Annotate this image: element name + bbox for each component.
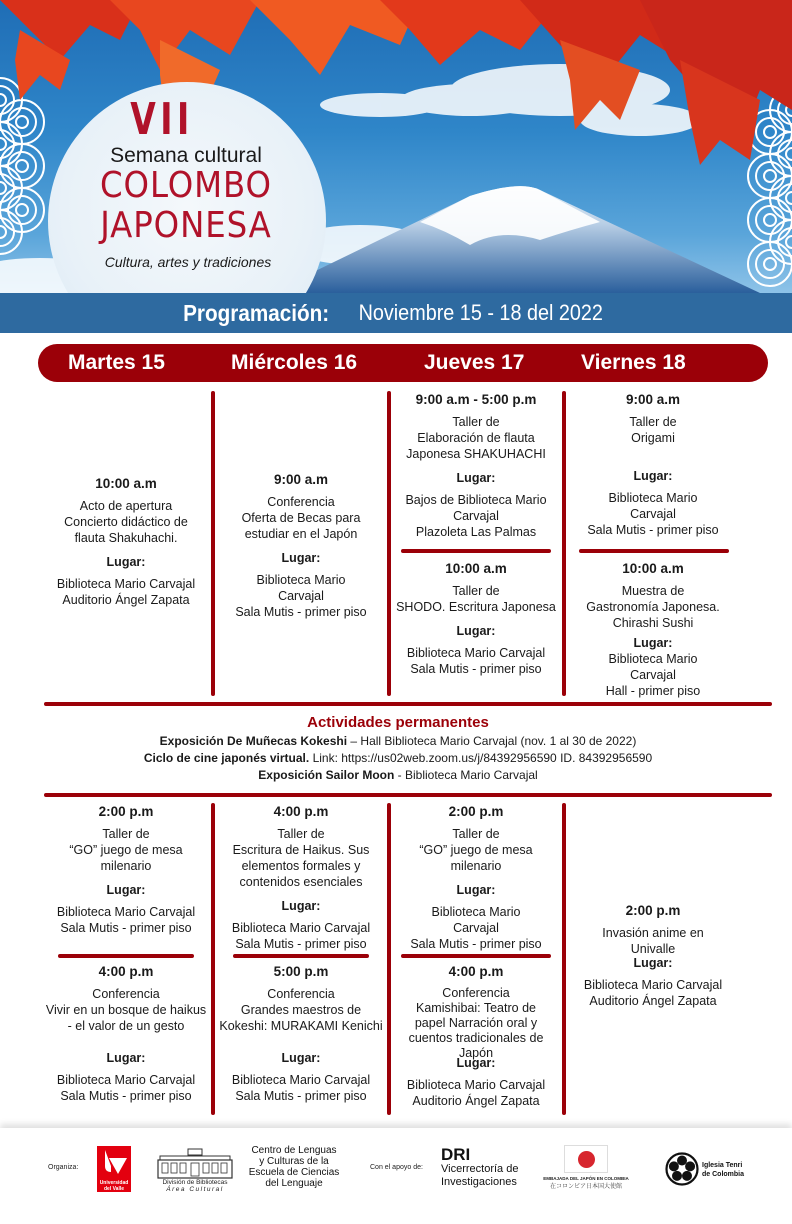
day-jueves: Jueves 17 <box>424 351 525 374</box>
event-desc-line: milenario <box>100 859 152 873</box>
permanent-item-title: Ciclo de cine japonés virtual. <box>143 751 310 765</box>
event-desc-line: Univalle <box>630 942 676 956</box>
lugar-label: Lugar: <box>456 883 496 897</box>
event-desc-line: Escritura de Haikus. Sus <box>232 843 370 857</box>
event-location-line: Sala Mutis - primer piso <box>410 937 542 951</box>
program-dates: Noviembre 15 - 18 del 2022 <box>358 300 604 325</box>
event-jueves-1 <box>393 392 559 540</box>
event-desc-line: - el valor de un gesto <box>67 1019 185 1033</box>
event-location-line: Biblioteca Mario <box>431 905 521 919</box>
event-tagline: Cultura, artes y tradiciones <box>104 254 272 270</box>
event-desc-line: estudiar en el Japón <box>244 527 358 541</box>
event-desc-line: Taller de <box>629 415 677 429</box>
event-location-line: Bajos de Biblioteca Mario <box>405 493 547 507</box>
event-location-line: Biblioteca Mario <box>608 491 698 505</box>
event-viernes-2 <box>568 561 738 699</box>
event-desc-line: contenidos esenciales <box>239 875 363 889</box>
univalle-text: del Valle <box>103 1186 124 1192</box>
permanent-item-detail: - Biblioteca Mario Carvajal <box>394 768 538 782</box>
bibliotecas-text: División de Bibliotecas <box>162 1179 228 1186</box>
event-location-line: Biblioteca Mario Carvajal <box>56 1073 196 1087</box>
event-location-line: Auditorio Ángel Zapata <box>412 1094 540 1108</box>
event-time: 9:00 a.m <box>273 472 329 487</box>
wave-pattern-left <box>0 78 44 254</box>
event-location-line: Biblioteca Mario Carvajal <box>231 921 371 935</box>
lugar-label: Lugar: <box>456 471 496 485</box>
lugar-label: Lugar: <box>633 636 673 650</box>
event-location-line: Carvajal <box>630 668 676 682</box>
section-divider <box>44 793 772 797</box>
event-martes-2 <box>44 804 208 936</box>
event-location-line: Carvajal <box>453 921 499 935</box>
event-location-line: Sala Mutis - primer piso <box>60 921 192 935</box>
days-header <box>38 344 768 382</box>
event-location-line: Sala Mutis - primer piso <box>410 662 542 676</box>
permanent-activities <box>40 714 756 784</box>
event-desc-line: Kokeshi: MURAKAMI Kenichi <box>219 1019 383 1033</box>
program-label: Programación: <box>183 299 330 326</box>
event-jueves-2 <box>393 561 559 677</box>
event-martes-1 <box>44 476 208 608</box>
event-location-line: Biblioteca Mario <box>608 652 698 666</box>
tenri-text <box>702 1161 744 1179</box>
event-time: 10:00 a.m <box>445 561 507 576</box>
event-time: 4:00 p.m <box>448 964 504 979</box>
event-time: 9:00 a.m <box>625 392 681 407</box>
event-location-line: Plazoleta Las Palmas <box>415 525 537 539</box>
event-divider <box>401 954 551 958</box>
event-time: 2:00 p.m <box>625 903 681 918</box>
event-divider <box>579 549 729 553</box>
event-desc-line: Acto de apertura <box>79 499 173 513</box>
embajada-japon-logo <box>534 1145 638 1190</box>
organiza-label: Organiza: <box>48 1164 79 1171</box>
event-time: 10:00 a.m <box>95 476 157 491</box>
event-desc-line: flauta Shakuhachi. <box>74 531 178 545</box>
lugar-label: Lugar: <box>281 899 321 913</box>
event-desc-line: Vivir en un bosque de haikus <box>45 1003 207 1017</box>
event-desc-line: Chirashi Sushi <box>612 616 694 630</box>
embajada-text: EMBAJADA DEL JAPÓN EN COLOMBIA <box>543 1176 629 1181</box>
event-desc-line: Origami <box>631 431 675 445</box>
event-desc-line: milenario <box>450 859 502 873</box>
event-desc-line: Elaboración de flauta <box>417 431 535 445</box>
column-divider <box>387 391 391 696</box>
centro-text: Centro de Lenguas <box>251 1145 337 1156</box>
centro-text: y Culturas de la <box>259 1156 329 1167</box>
event-location-line: Biblioteca Mario Carvajal <box>406 646 546 660</box>
event-location-line: Sala Mutis - primer piso <box>235 937 367 951</box>
event-location-line: Biblioteca Mario Carvajal <box>56 905 196 919</box>
event-location-line: Auditorio Ángel Zapata <box>589 994 717 1008</box>
event-jueves-3 <box>393 804 559 952</box>
column-divider <box>211 803 215 1115</box>
event-location-line: Biblioteca Mario Carvajal <box>231 1073 371 1087</box>
permanent-item-detail: – Hall Biblioteca Mario Carvajal (nov. 1 al 30 de 2022) <box>347 734 637 748</box>
dri-text: DRI <box>441 1145 471 1164</box>
event-location-line: Auditorio Ángel Zapata <box>62 593 190 607</box>
event-desc-line: Oferta de Becas para <box>241 511 361 525</box>
event-miercoles-2 <box>218 804 384 952</box>
event-desc-line: Grandes maestros de <box>240 1003 362 1017</box>
event-location-line: Biblioteca Mario Carvajal <box>583 978 723 992</box>
event-desc-line: Invasión anime en <box>602 926 704 940</box>
event-desc-line: Conferencia <box>267 987 335 1001</box>
event-time: 5:00 p.m <box>273 964 329 979</box>
event-desc-line: elementos formales y <box>241 859 361 873</box>
event-desc-line: “GO” juego de mesa <box>69 843 183 857</box>
event-desc-line: Japonesa SHAKUHACHI <box>406 447 546 461</box>
event-location-line: Carvajal <box>630 507 676 521</box>
permanent-item-title: Exposición Sailor Moon <box>258 768 395 782</box>
event-location-line: Biblioteca Mario <box>256 573 346 587</box>
event-title-line1: COLOMBO <box>100 165 272 206</box>
event-title-line2: JAPONESA <box>100 205 272 246</box>
event-viernes-3 <box>568 903 738 1009</box>
event-martes-3 <box>44 964 208 1104</box>
vicerrectoria-text: Vicerrectoría de <box>441 1163 519 1175</box>
event-divider <box>58 954 194 958</box>
permanent-item-title: Exposición De Muñecas Kokeshi <box>159 734 348 748</box>
event-miercoles-3 <box>218 964 384 1104</box>
event-divider <box>401 549 551 553</box>
event-jueves-4 <box>393 964 559 1109</box>
column-divider <box>211 391 215 696</box>
lugar-label: Lugar: <box>633 469 673 483</box>
tenri-text-line: Iglesia Tenri <box>702 1162 743 1169</box>
dri-logo <box>441 1146 531 1189</box>
event-time: 9:00 a.m - 5:00 p.m <box>415 392 537 407</box>
event-desc-line: papel Narración oral y <box>414 1016 538 1030</box>
permanent-item <box>40 750 756 767</box>
lugar-label: Lugar: <box>106 883 146 897</box>
event-location-line: Sala Mutis - primer piso <box>235 1089 367 1103</box>
univalle-text: Universidad <box>99 1180 129 1186</box>
event-desc-line: cuentos tradicionales de <box>408 1031 544 1045</box>
event-location-line: Sala Mutis - primer piso <box>235 605 367 619</box>
event-desc-line: Taller de <box>452 827 500 841</box>
japan-flag-icon <box>564 1145 608 1173</box>
event-subtitle: Semana cultural <box>110 144 262 167</box>
tenri-text-line: de Colombia <box>702 1171 745 1178</box>
event-desc-line: Conferencia <box>442 986 510 1000</box>
day-martes: Martes 15 <box>68 351 165 374</box>
event-desc-line: Concierto didáctico de <box>64 515 188 529</box>
sponsors-footer <box>0 1128 792 1224</box>
centro-lenguas-logo <box>246 1145 342 1189</box>
event-desc-line: Gastronomía Japonesa. <box>586 600 720 614</box>
event-desc-line: Taller de <box>452 415 500 429</box>
vicerrectoria-text: Investigaciones <box>441 1176 517 1188</box>
lugar-label: Lugar: <box>281 1051 321 1065</box>
lugar-label: Lugar: <box>633 956 673 970</box>
event-desc-line: Japón <box>458 1046 494 1060</box>
event-viernes-1 <box>568 392 738 538</box>
centro-text: Escuela de Ciencias <box>248 1167 340 1178</box>
permanent-item <box>40 767 756 784</box>
event-time: 4:00 p.m <box>98 964 154 979</box>
event-location-line: Sala Mutis - primer piso <box>60 1089 192 1103</box>
event-time: 10:00 a.m <box>622 561 684 576</box>
permanent-item <box>40 733 756 750</box>
univalle-logo <box>97 1146 131 1192</box>
centro-text: del Lenguaje <box>265 1178 323 1189</box>
event-desc-line: SHODO. Escritura Japonesa <box>396 600 556 614</box>
lugar-label: Lugar: <box>456 624 496 638</box>
event-location-line: Biblioteca Mario Carvajal <box>56 577 196 591</box>
event-location-line: Biblioteca Mario Carvajal <box>406 1078 546 1092</box>
column-divider <box>562 391 566 696</box>
event-desc-line: Conferencia <box>92 987 160 1001</box>
column-divider <box>387 803 391 1115</box>
zoom-link[interactable]: Link: https://us02web.zoom.us/j/84392956590 ID. 84392956590 <box>309 751 653 765</box>
program-bar <box>0 293 792 333</box>
day-miercoles: Miércoles 16 <box>231 351 358 374</box>
bibliotecas-logo <box>156 1148 234 1194</box>
lugar-label: Lugar: <box>456 1056 496 1070</box>
event-divider <box>233 954 369 958</box>
event-desc-line: Conferencia <box>267 495 335 509</box>
event-location-line: Carvajal <box>278 589 324 603</box>
section-divider <box>44 702 772 706</box>
edition-number: VII <box>130 94 194 145</box>
event-location-line: Carvajal <box>453 509 499 523</box>
event-desc-line: Taller de <box>452 584 500 598</box>
event-desc-line: Kamishibai: Teatro de <box>416 1001 536 1015</box>
lugar-label: Lugar: <box>106 555 146 569</box>
apoyo-label: Con el apoyo de: <box>370 1164 423 1171</box>
event-location-line: Hall - primer piso <box>605 684 701 698</box>
bibliotecas-text: Área Cultural <box>166 1186 224 1193</box>
event-time: 2:00 p.m <box>448 804 504 819</box>
lugar-label: Lugar: <box>281 551 321 565</box>
event-location-line: Sala Mutis - primer piso <box>587 523 719 537</box>
event-desc-line: “GO” juego de mesa <box>419 843 533 857</box>
event-time: 2:00 p.m <box>98 804 154 819</box>
event-desc-line: Muestra de <box>621 584 685 598</box>
event-desc-line: Taller de <box>102 827 150 841</box>
event-desc-line: Taller de <box>277 827 325 841</box>
lugar-label: Lugar: <box>106 1051 146 1065</box>
column-divider <box>562 803 566 1115</box>
day-viernes: Viernes 18 <box>581 351 686 374</box>
event-miercoles-1 <box>218 472 384 620</box>
tenri-emblem-icon <box>665 1152 699 1186</box>
event-time: 4:00 p.m <box>273 804 329 819</box>
permanent-title: Actividades permanentes <box>307 714 489 731</box>
embajada-text-jp: 在コロンビア日本国大使館 <box>549 1184 622 1190</box>
hero-banner <box>0 0 792 293</box>
